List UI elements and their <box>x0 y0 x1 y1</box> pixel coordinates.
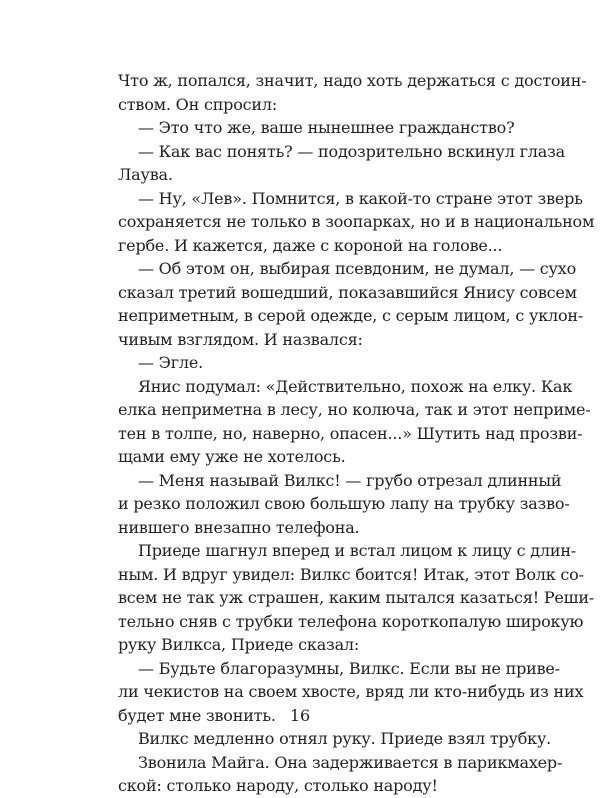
text-line: Что ж, попался, значит, надо хоть держаться с достоин- <box>118 71 587 90</box>
body-text <box>118 69 595 798</box>
text-line: — Будьте благоразумны, Вилкс. Если вы не приве- <box>138 658 560 678</box>
text-line: нившего внезапно телефона. <box>118 517 360 537</box>
text-line: Вилкс медленно отнял руку. Приеде взял трубку. <box>138 729 552 748</box>
text-line: сказал третий вошедший, показавшийся Янису совсем <box>118 282 577 302</box>
text-line: Лаува. <box>118 165 173 184</box>
text-line: Звонила Майга. Она задерживается в парикмахер- <box>138 752 563 772</box>
text-line: — Это что же, ваше нынешнее гражданство? <box>138 118 515 137</box>
text-line: — Об этом он, выбирая псевдоним, не думал, — сухо <box>138 259 577 278</box>
text-line: будет мне звонить. <box>118 705 276 725</box>
text-line: Янис подумал: «Действительно, похож на елку. Как <box>138 376 573 396</box>
text-line: неприметным, в серой одежде, с серым лицом, с уклон- <box>118 306 584 325</box>
text-line: руку Вилкса, Приеде сказал: <box>118 635 360 654</box>
text-line: тен в толпе, но, наверно, опасен...» Шутить над прозви- <box>118 423 583 443</box>
text-line: елка неприметна в лесу, но колюча, так и этот неприме- <box>118 400 591 419</box>
text-line: чивым взглядом. И назвался: <box>118 329 363 349</box>
text-line: — Меня называй Вилкс! — грубо отрезал длинный <box>138 470 562 490</box>
page-number: 16 <box>289 706 311 725</box>
text-line: Приеде шагнул вперед и встал лицом к лицу с длин- <box>138 541 576 560</box>
text-line: — Как вас понять? — подозрительно вскинул глаза <box>138 141 565 161</box>
text-line: ством. Он спросил: <box>118 94 278 114</box>
text-line: сохраняется не только в зоопарках, но и в национальном <box>118 212 595 231</box>
text-line: щами ему уже не хотелось. <box>118 447 346 466</box>
text-line: ской: столько народу, столько народу! <box>118 776 438 795</box>
text-line: — Эгле. <box>138 353 204 372</box>
text-line: всем не так уж страшен, каким пытался казаться! Реши- <box>118 588 595 607</box>
text-line: — Ну, «Лев». Помнится, в какой-то стране этот зверь <box>138 188 583 208</box>
text-line: тельно сняв с трубки телефона короткопалую широкую <box>118 611 584 631</box>
text-line: гербе. И кажется, даже с короной на голове... <box>118 235 503 255</box>
text-line: и резко положил свою большую лапу на трубку зазво- <box>118 494 570 513</box>
text-line: ли чекистов на своем хвосте, вряд ли кто-нибудь из них <box>118 682 584 701</box>
text-line: ным. И вдруг увидел: Вилкс боится! Итак, этот Волк со- <box>118 564 584 584</box>
